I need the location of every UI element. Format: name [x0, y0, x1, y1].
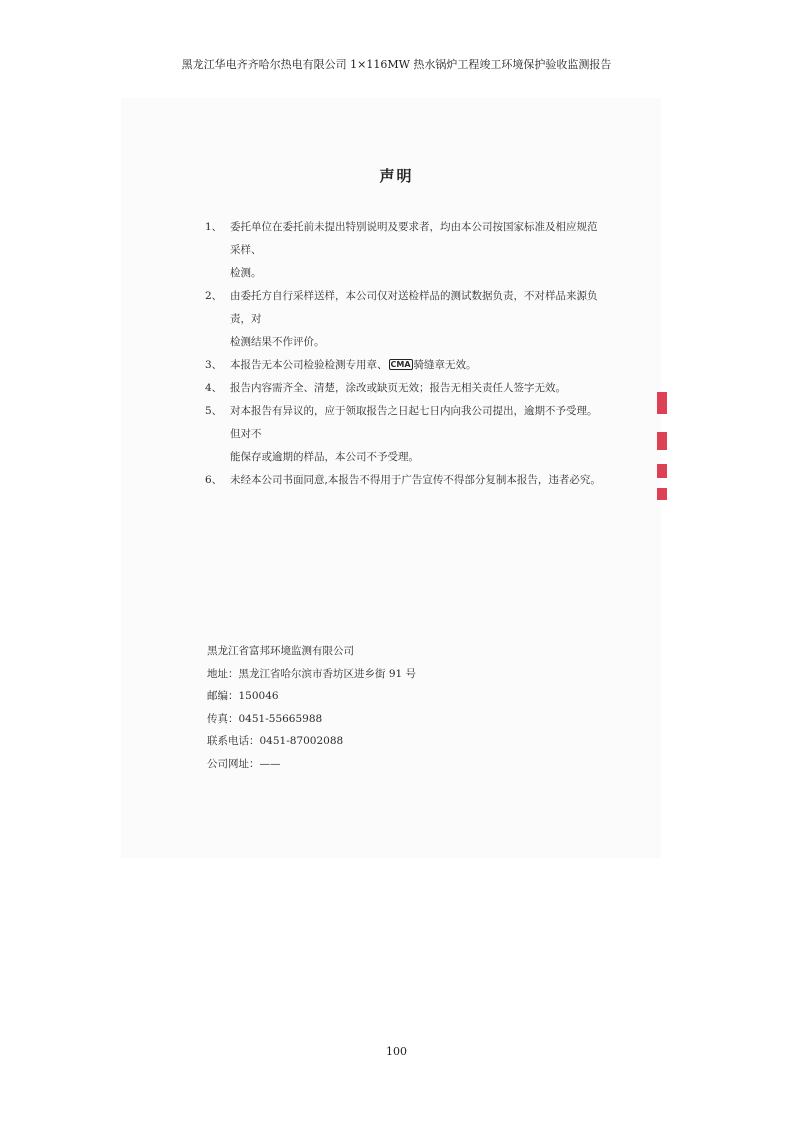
clause-number: 1、: [205, 221, 223, 233]
company-website: 公司网址：——: [207, 757, 281, 770]
cma-mark-icon: CMA: [390, 360, 411, 369]
clause-5: [205, 400, 605, 469]
page-number: 100: [386, 1045, 407, 1058]
clause-3: [205, 354, 605, 377]
clause-line: 检测结果不作评价。: [230, 336, 325, 348]
clause-line: 检测。: [230, 267, 262, 279]
clause-line: 由委托方自行采样送样，本公司仅对送检样品的测试数据负责，不对样品来源负责，对: [230, 290, 598, 325]
clause-number: 2、: [205, 290, 223, 302]
clause-line: 未经本公司书面同意,本报告不得用于广告宣传不得部分复制本报告，违者必究。: [230, 474, 601, 486]
clause-number: 5、: [205, 405, 223, 417]
clause-text: 骑缝章无效。: [413, 359, 477, 371]
company-name: 黑龙江省富邦环境监测有限公司: [207, 645, 354, 657]
seam-stamp-icon: [654, 392, 668, 512]
clause-number: 3、: [205, 359, 223, 371]
page-title: 声明: [379, 167, 414, 185]
company-postcode: 邮编：150046: [207, 690, 279, 702]
clause-line: 能保存或逾期的样品，本公司不予受理。: [230, 451, 419, 463]
clause-2: [205, 285, 605, 354]
page-header: 黑龙江华电齐齐哈尔热电有限公司 1×116MW 热水锅炉工程竣工环境保护验收监测报告: [181, 58, 612, 71]
clause-6: [205, 469, 605, 492]
clause-line: 委托单位在委托前未提出特别说明及要求者，均由本公司按国家标准及相应规范采样、: [230, 221, 598, 256]
clause-line: 对本报告有异议的，应于领取报告之日起七日内向我公司提出，逾期不予受理。但对不: [230, 405, 598, 440]
declaration-clauses: [205, 216, 605, 492]
clause-line: [230, 354, 605, 377]
contact-info: [207, 640, 416, 775]
clause-text: 本报告无本公司检验检测专用章、: [230, 359, 388, 371]
company-phone: 联系电话：0451-87002088: [207, 735, 344, 747]
clause-number: 6、: [205, 474, 223, 486]
company-fax: 传真：0451-55665988: [207, 712, 323, 725]
clause-4: [205, 377, 605, 400]
company-address: 地址：黑龙江省哈尔滨市香坊区进乡街 91 号: [207, 667, 417, 680]
clause-1: [205, 216, 605, 285]
clause-line: 报告内容需齐全、清楚，涂改或缺页无效；报告无相关责任人签字无效。: [230, 382, 566, 394]
clause-number: 4、: [205, 382, 223, 394]
